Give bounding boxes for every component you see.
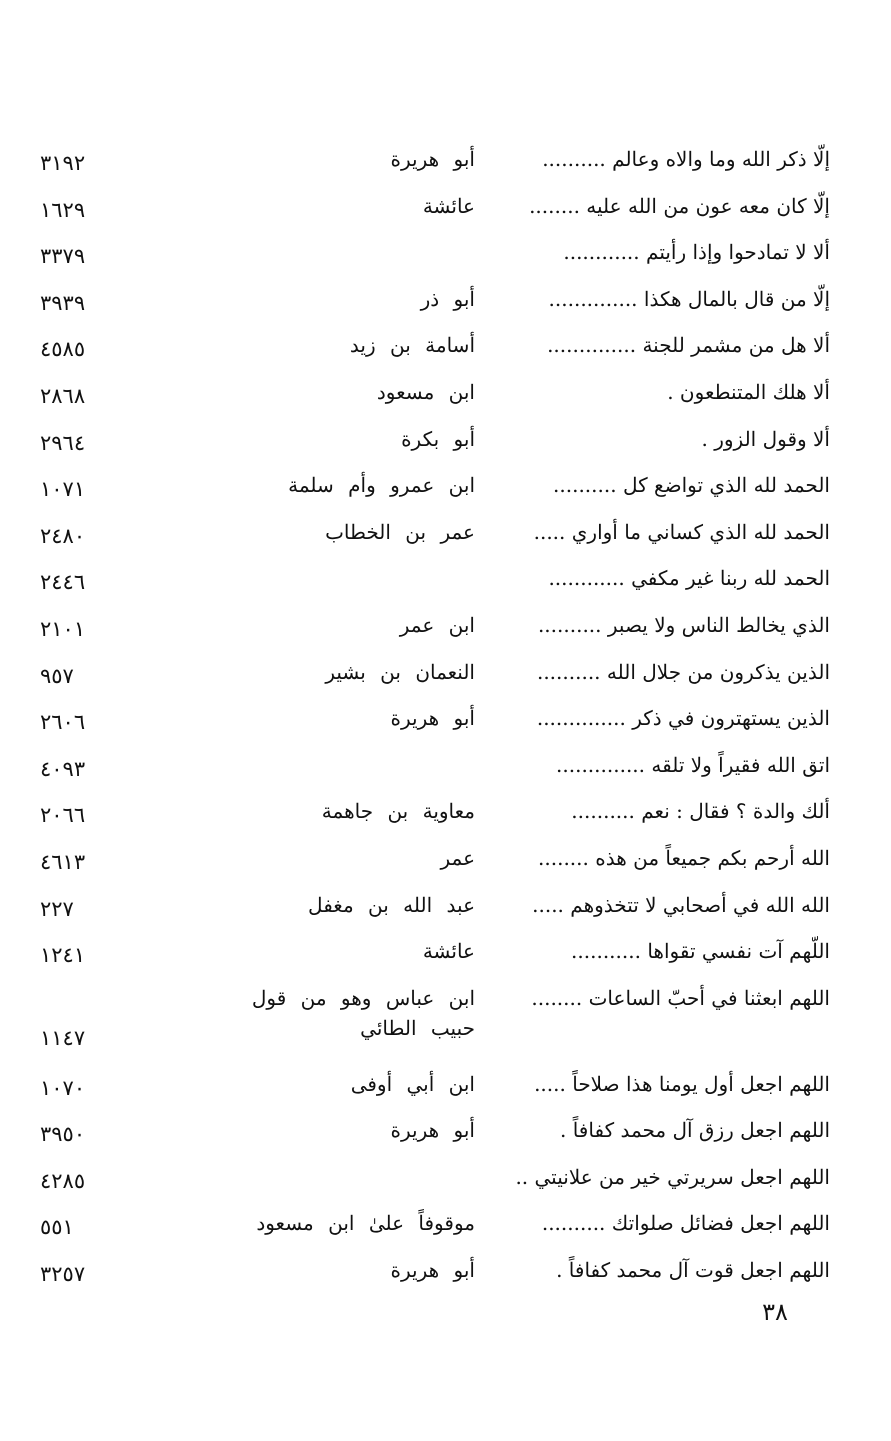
hadith-opening-text: الذي يخالط الناس ولا يصبر .......... bbox=[537, 612, 830, 637]
hadith-opening-text: الله الله في أصحابي لا تتخذوهم ..... bbox=[532, 892, 830, 917]
hadith-opening-text: اللّهم آت نفسي تقواها ........... bbox=[571, 939, 830, 964]
hadith-number: ٤٢٨٥ bbox=[40, 1168, 86, 1193]
narrator-name: ابن عمر bbox=[399, 612, 475, 637]
index-row bbox=[40, 324, 830, 371]
index-row bbox=[40, 557, 830, 604]
index-row bbox=[40, 744, 830, 791]
narrator-name: أبو بكرة bbox=[401, 426, 475, 451]
hadith-opening-text: ألك والدة ؟ فقال : نعم .......... bbox=[571, 799, 830, 824]
narrator-name: عائشة bbox=[422, 193, 475, 218]
hadith-number: ٣٩٣٩ bbox=[40, 290, 86, 315]
hadith-number: ٣٣٧٩ bbox=[40, 244, 86, 269]
hadith-number: ٢٨٦٨ bbox=[40, 383, 86, 408]
hadith-number: ٤٠٩٣ bbox=[40, 756, 86, 781]
hadith-number: ٢٤٨٠ bbox=[40, 523, 86, 548]
hadith-number: ٢٦٠٦ bbox=[40, 710, 86, 735]
index-row bbox=[40, 790, 830, 837]
hadith-number: ١٢٤١ bbox=[40, 943, 86, 968]
index-row bbox=[40, 418, 830, 465]
hadith-number: ٢٢٧ bbox=[40, 896, 74, 921]
narrator-name: ابن مسعود bbox=[376, 379, 475, 404]
hadith-opening-text: اللهم اجعل قوت آل محمد كفافاً . bbox=[556, 1258, 830, 1283]
hadith-number: ٤٥٨٥ bbox=[40, 337, 86, 362]
index-row bbox=[40, 697, 830, 744]
hadith-opening-text: إلّا ذكر الله وما والاه وعالم .......... bbox=[542, 147, 830, 171]
hadith-opening-text: الحمد لله ربنا غير مكفي ............ bbox=[548, 566, 830, 591]
hadith-opening-text: الذين يستهترون في ذكر .............. bbox=[536, 706, 830, 731]
narrator-name: عبد الله بن مغفل bbox=[308, 892, 475, 917]
hadith-number: ٢٤٤٦ bbox=[40, 570, 86, 595]
hadith-opening-text: ألا لا تمادحوا وإذا رأيتم ............ bbox=[563, 240, 830, 265]
index-row bbox=[40, 837, 830, 884]
index-row bbox=[40, 464, 830, 511]
hadith-number: ٢١٠١ bbox=[40, 616, 86, 641]
narrator-name: أبو هريرة bbox=[390, 1118, 475, 1143]
narrator-name: أبو هريرة bbox=[390, 1258, 475, 1283]
narrator-name: ابن أبي أوفى bbox=[350, 1071, 475, 1096]
hadith-opening-text: الذين يذكرون من جلال الله .......... bbox=[536, 659, 830, 684]
hadith-opening-text: إلّا من قال بالمال هكذا .............. bbox=[548, 286, 830, 311]
narrator-name: أبو ذر bbox=[420, 286, 475, 311]
hadith-number: ١٦٢٩ bbox=[40, 197, 86, 222]
hadith-number: ٢٠٦٦ bbox=[40, 803, 86, 828]
index-row bbox=[40, 1249, 830, 1296]
hadith-opening-text: الله أرحم بكم جميعاً من هذه ........ bbox=[538, 845, 830, 870]
index-row bbox=[40, 1063, 830, 1110]
hadith-number: ٤٦١٣ bbox=[40, 849, 86, 874]
hadith-number: ١١٤٧ bbox=[40, 1025, 86, 1050]
hadith-index-list bbox=[40, 138, 830, 1296]
narrator-name: عمر بن الخطاب bbox=[325, 519, 475, 544]
hadith-number: ٣٩٥٠ bbox=[40, 1122, 86, 1147]
index-row bbox=[40, 651, 830, 698]
index-row bbox=[40, 511, 830, 558]
hadith-opening-text: اللهم ابعثنا في أحبّ الساعات ........ bbox=[531, 985, 830, 1010]
hadith-opening-text: اللهم اجعل فضائل صلواتك .......... bbox=[541, 1211, 830, 1236]
hadith-opening-text: اللهم اجعل سريرتي خير من علانيتي .. bbox=[515, 1164, 830, 1189]
hadith-opening-text: الحمد لله الذي تواضع كل .......... bbox=[553, 473, 830, 498]
hadith-number: ٥٥١ bbox=[40, 1215, 74, 1240]
hadith-opening-text: اتق الله فقيراً ولا تلقه .............. bbox=[556, 752, 830, 777]
hadith-opening-text: اللهم اجعل أول يومنا هذا صلاحاً ..... bbox=[534, 1071, 830, 1096]
narrator-name: أسامة بن زيد bbox=[349, 333, 475, 358]
index-row bbox=[40, 930, 830, 977]
hadith-opening-text: ألا هل من مشمر للجنة .............. bbox=[547, 333, 830, 358]
index-row bbox=[40, 231, 830, 278]
index-row bbox=[40, 604, 830, 651]
narrator-name: عائشة bbox=[422, 939, 475, 964]
index-row bbox=[40, 185, 830, 232]
narrator-name: أبو هريرة bbox=[390, 706, 475, 731]
narrator-name: ابن عباس وهو من قول حبيب الطائي bbox=[251, 985, 475, 1040]
hadith-number: ٩٥٧ bbox=[40, 663, 74, 688]
hadith-number: ١٠٧٠ bbox=[40, 1075, 86, 1100]
index-row bbox=[40, 1156, 830, 1203]
hadith-opening-text: اللهم اجعل رزق آل محمد كفافاً . bbox=[559, 1118, 830, 1143]
hadith-opening-text: ألا وقول الزور . bbox=[701, 426, 830, 451]
page-number: ٣٨ bbox=[762, 1298, 788, 1326]
hadith-number: ٢٩٦٤ bbox=[40, 430, 86, 455]
index-row bbox=[40, 977, 830, 1063]
hadith-number: ١٠٧١ bbox=[40, 477, 86, 502]
index-row bbox=[40, 1202, 830, 1249]
narrator-name: معاوية بن جاهمة bbox=[321, 799, 475, 824]
hadith-opening-text: إلّا كان معه عون من الله عليه ........ bbox=[529, 193, 830, 218]
index-row bbox=[40, 371, 830, 418]
index-row bbox=[40, 884, 830, 931]
narrator-name: النعمان بن بشير bbox=[325, 659, 475, 684]
narrator-name: موقوفاً علىٰ ابن مسعود bbox=[256, 1211, 475, 1236]
hadith-number: ٣١٩٢ bbox=[40, 151, 86, 175]
index-row bbox=[40, 138, 830, 185]
narrator-name: عمر bbox=[440, 845, 475, 870]
hadith-number: ٣٢٥٧ bbox=[40, 1262, 86, 1287]
narrator-name: ابن عمرو وأم سلمة bbox=[288, 473, 475, 498]
index-row bbox=[40, 278, 830, 325]
hadith-opening-text: ألا هلك المتنطعون . bbox=[667, 379, 830, 404]
narrator-name: أبو هريرة bbox=[390, 147, 475, 171]
index-row bbox=[40, 1109, 830, 1156]
hadith-opening-text: الحمد لله الذي كساني ما أواري ..... bbox=[533, 519, 830, 544]
